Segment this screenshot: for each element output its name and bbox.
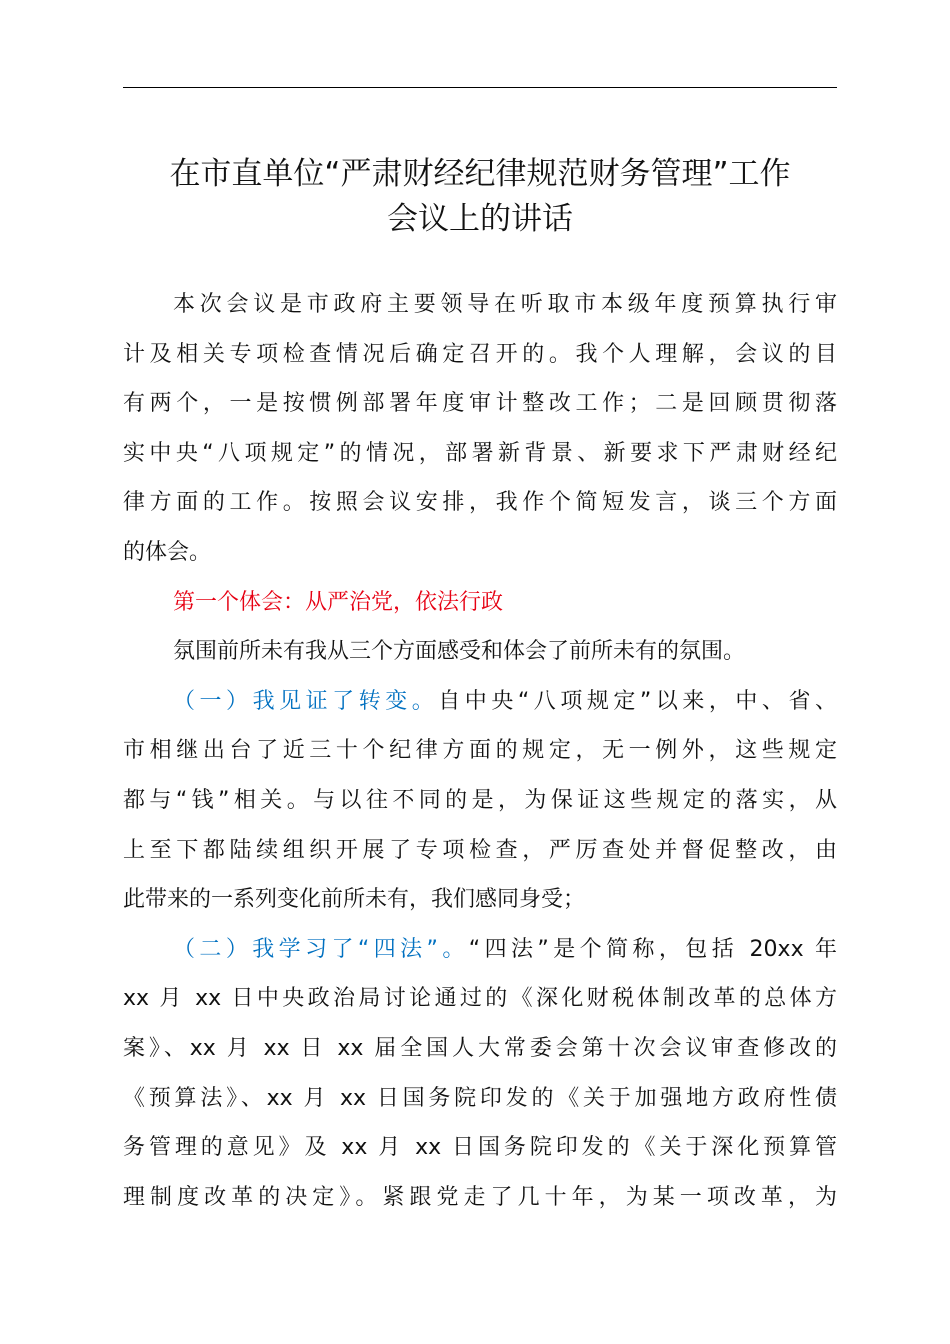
item-two-text: “四法”是个简称，包括 20xx 年 — [468, 936, 837, 962]
title-line-1: 在市直单位“严肃财经纪律规范财务管理”工作 — [169, 156, 791, 192]
paragraph-intro — [123, 280, 837, 578]
header-rule — [123, 87, 837, 88]
paragraph-line: 本次会议是市政府主要领导在听取市本级年度预算执行审 — [173, 292, 837, 317]
document-body — [123, 280, 837, 1222]
paragraph-line: 此带来的一系列变化前所未有，我们感同身受； — [123, 887, 586, 913]
paragraph-line: 市相继出台了近三十个纪律方面的规定，无一例外，这些规定 — [123, 738, 837, 764]
paragraph-line: 的体会。 — [123, 539, 212, 565]
item-one — [123, 677, 837, 925]
paragraph-line: 上至下都陆续组织开展了专项检查，严厉查处并督促整改，由 — [123, 837, 837, 863]
section-heading-1: 第一个体会：从严治党，依法行政 — [173, 589, 504, 615]
item-one-text: 自中央“八项规定”以来，中、省、 — [438, 688, 837, 714]
title-line-2: 会议上的讲话 — [387, 201, 573, 237]
paragraph-line: 《预算法》、xx 月 xx 日国务院印发的《关于加强地方政府性债 — [123, 1085, 837, 1111]
item-first-line — [123, 677, 837, 727]
paragraph-line: xx 月 xx 日中央政治局讨论通过的《深化财税体制改革的总体方 — [123, 986, 837, 1012]
item-one-label: （一）我见证了转变。 — [173, 688, 439, 714]
paragraph-line: 务管理的意见》及 xx 月 xx 日国务院印发的《关于深化预算管 — [123, 1135, 837, 1161]
item-first-line — [123, 925, 837, 975]
paragraph-line: 有两个，一是按惯例部署年度审计整改工作；二是回顾贯彻落 — [123, 391, 837, 417]
paragraph-line: 律方面的工作。按照会议安排，我作个简短发言，谈三个方面 — [123, 490, 837, 516]
paragraph-atmosphere: 氛围前所未有我从三个方面感受和体会了前所未有的氛围。 — [173, 639, 746, 665]
document-title — [112, 152, 848, 242]
paragraph-line: 理制度改革的决定》。紧跟党走了几十年，为某一项改革，为 — [123, 1184, 837, 1210]
item-two-label: （二）我学习了“四法”。 — [173, 936, 469, 962]
paragraph-line: 都与“钱”相关。与以往不同的是，为保证这些规定的落实，从 — [123, 787, 837, 813]
paragraph-line: 案》、xx 月 xx 日 xx 届全国人大常委会第十次会议审查修改的 — [123, 1035, 837, 1061]
item-two — [123, 925, 837, 1223]
paragraph-line: 计及相关专项检查情况后确定召开的。我个人理解，会议的目 — [123, 341, 837, 367]
paragraph-line: 实中央“八项规定”的情况，部署新背景、新要求下严肃财经纪 — [123, 440, 837, 466]
